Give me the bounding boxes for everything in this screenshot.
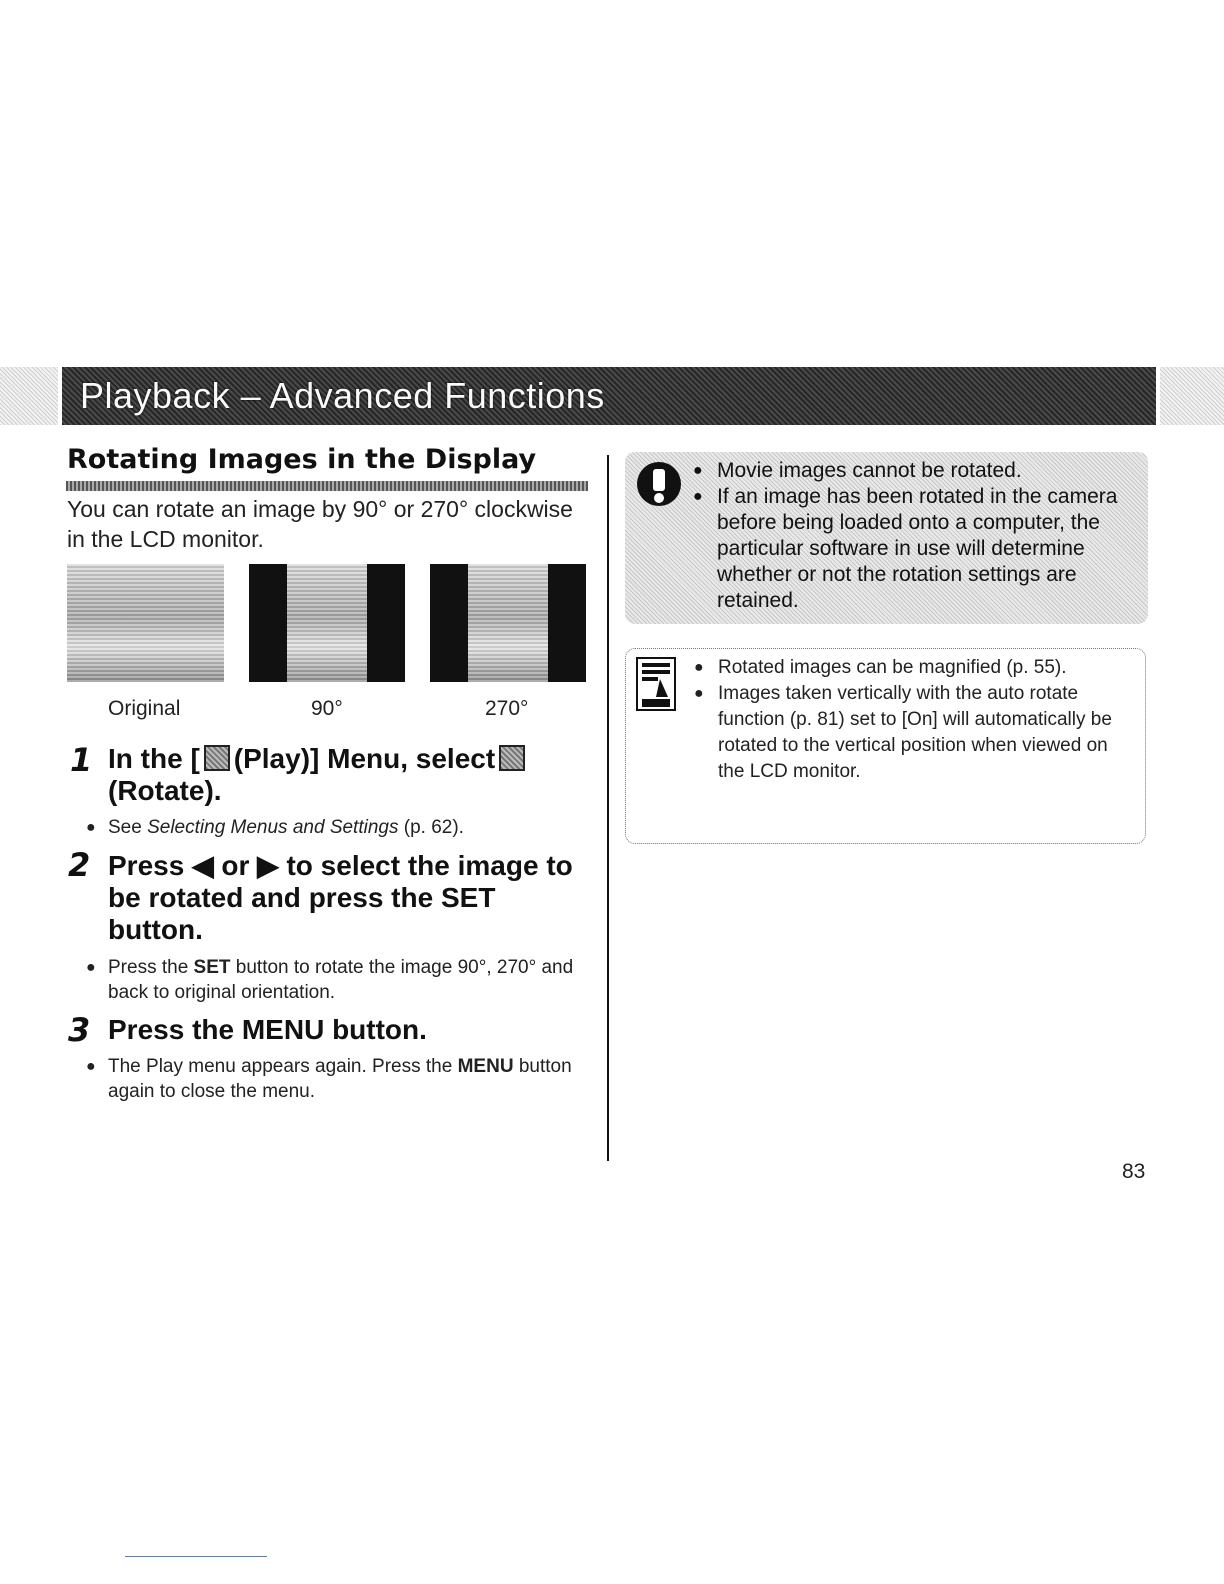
banner-left-pattern xyxy=(0,367,58,425)
caption-270: 270° xyxy=(485,697,529,720)
step-2-bullet-rest: button to rotate the image 90°, 270° and back to original orientation. xyxy=(108,957,574,1003)
caution-box xyxy=(625,452,1148,624)
step-3-number: 3 xyxy=(68,1011,91,1049)
note-list xyxy=(694,655,1134,785)
banner-right-pattern xyxy=(1160,367,1224,425)
photo-rotated-90 xyxy=(287,564,367,682)
chapter-title: Playback – Advanced Functions xyxy=(80,375,605,416)
step-3-heading: Press the MENU button. xyxy=(108,1014,427,1045)
photo-original xyxy=(67,564,224,682)
chapter-banner xyxy=(62,367,1156,425)
caution-item: ● If an image has been rotated in the camera before being loaded onto a computer, the particular software in use will determine whether or not the rotation settings are retained. xyxy=(693,485,1118,612)
step-2-number: 2 xyxy=(68,846,91,884)
intro-text: You can rotate an image by 90° or 270° clockwise in the LCD monitor. xyxy=(67,496,573,552)
caption-original: Original xyxy=(108,697,181,720)
step-1-bullet-reference: Selecting Menus and Settings xyxy=(147,817,399,838)
step-1-bullet-page: (p. 62). xyxy=(398,817,464,838)
bullet-dot: ● xyxy=(86,959,96,976)
step-3-bullet-text: The Play menu appears again. Press the xyxy=(108,1056,458,1077)
caution-icon xyxy=(635,460,683,508)
column-divider xyxy=(607,455,609,1161)
step-2-heading: Press ◀ or ▶ to select the image to be rotated and press the SET button. xyxy=(108,850,573,945)
step-1-heading-text-a: In the [ xyxy=(108,743,200,774)
caption-90: 90° xyxy=(311,697,343,720)
thumbnail-original xyxy=(67,564,224,682)
thumbnail-270 xyxy=(430,564,586,682)
note-item-text: Rotated images can be magnified (p. 55). xyxy=(718,657,1067,678)
step-1-bullet xyxy=(86,815,576,840)
section-title: Rotating Images in the Display xyxy=(67,444,537,475)
step-1-bullet-text: See xyxy=(108,817,148,838)
bullet-dot: ● xyxy=(86,1058,96,1075)
note-box xyxy=(625,648,1146,844)
step-2-bullet xyxy=(86,955,576,1005)
menu-button-label: MENU xyxy=(457,1056,514,1077)
play-icon xyxy=(204,745,230,771)
step-1-number: 1 xyxy=(70,741,93,779)
step-1-heading-text-b: (Play)] Menu, select xyxy=(233,743,496,774)
bullet-dot: ● xyxy=(86,819,96,836)
page-number: 83 xyxy=(1122,1160,1146,1183)
rotate-icon xyxy=(499,745,525,771)
caution-item: ● Movie images cannot be rotated. xyxy=(693,459,1022,482)
note-item: ● Images taken vertically with the auto rotate function (p. 81) set to [On] will automatically be rotated to the vertical position when viewed on the LCD monitor. xyxy=(694,683,1112,782)
note-item: ● Rotated images can be magnified (p. 55). xyxy=(694,657,1067,678)
thumbnail-90 xyxy=(249,564,405,682)
title-underline xyxy=(66,481,588,491)
step-1-heading-text-c: (Rotate). xyxy=(108,775,222,806)
set-button-label: SET xyxy=(193,957,231,978)
step-3-bullet xyxy=(86,1054,576,1104)
caution-item-text: Movie images cannot be rotated. xyxy=(717,459,1022,482)
step-1-heading xyxy=(108,743,578,807)
note-item-text: Images taken vertically with the auto rotate function (p. 81) set to [On] will automatically be rotated to the vertical position when viewed on the LCD monitor. xyxy=(718,683,1112,782)
step-2-bullet-text: Press the xyxy=(108,957,194,978)
footer-rule xyxy=(125,1556,267,1557)
memo-icon xyxy=(636,657,676,711)
caution-list xyxy=(693,458,1143,614)
caution-item-text: If an image has been rotated in the camera before being loaded onto a computer, the particular software in use will determine whether or not the rotation settings are retained. xyxy=(717,485,1118,612)
photo-rotated-270 xyxy=(468,564,548,682)
step-3-bullet-rest: button again to close the menu. xyxy=(108,1056,572,1102)
